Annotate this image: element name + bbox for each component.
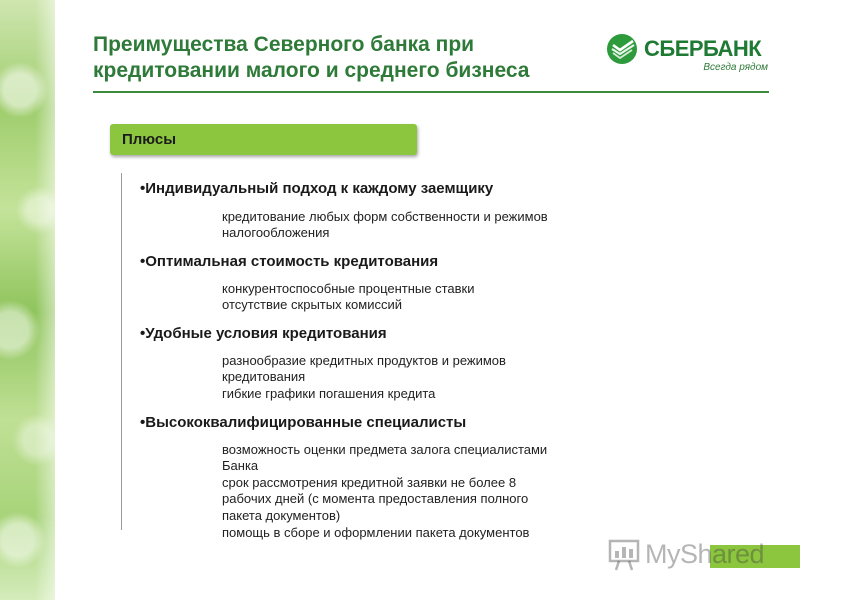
advantage-detail: пакета документов) <box>222 508 341 523</box>
advantage-detail: отсутствие скрытых комиссий <box>222 297 402 312</box>
presentation-board-icon <box>607 538 643 572</box>
logo-name: СБЕРБАНК <box>644 36 762 61</box>
pros-banner-label: Плюсы <box>122 131 177 148</box>
advantage-detail: налогообложения <box>222 225 330 240</box>
advantage-detail: Банка <box>222 458 259 473</box>
advantage-detail: разнообразие кредитных продуктов и режимов <box>222 353 506 368</box>
watermark-text: MyShared <box>645 539 765 569</box>
advantage-detail: срок рассмотрения кредитной заявки не более 8 <box>222 475 517 490</box>
pros-banner <box>110 124 417 155</box>
advantage-detail: кредитование любых форм собственности и режимов <box>222 209 548 224</box>
advantage-heading-4: •Высококвалифицированные специалисты <box>140 414 467 431</box>
advantage-heading-3: •Удобные условия кредитования <box>140 325 387 342</box>
decorative-fade <box>35 0 75 600</box>
advantage-detail: помощь в сборе и оформлении пакета документов <box>222 525 530 540</box>
advantage-heading-1: •Индивидуальный подход к каждому заемщику <box>140 180 494 197</box>
sberbank-logo <box>606 33 771 78</box>
title-divider <box>93 91 769 93</box>
sberbank-logo-icon <box>606 33 638 65</box>
list-vertical-rule <box>121 173 122 530</box>
page-number: 16 <box>828 555 844 571</box>
slide-title-line-2: кредитовании малого и среднего бизнеса <box>93 59 530 82</box>
advantage-detail: рабочих дней (с момента предоставления полного <box>222 491 529 506</box>
advantage-heading-2: •Оптимальная стоимость кредитования <box>140 253 439 270</box>
advantage-detail: конкурентоспособные процентные ставки <box>222 281 475 296</box>
watermark <box>605 538 844 572</box>
slide-title-line-1: Преимущества Северного банка при <box>93 33 475 56</box>
logo-slogan: Всегда рядом <box>703 62 768 73</box>
advantage-detail: возможность оценки предмета залога специалистами <box>222 442 548 457</box>
advantage-detail: гибкие графики погашения кредита <box>222 386 436 401</box>
slide-title <box>93 32 573 84</box>
advantage-detail: кредитования <box>222 369 306 384</box>
